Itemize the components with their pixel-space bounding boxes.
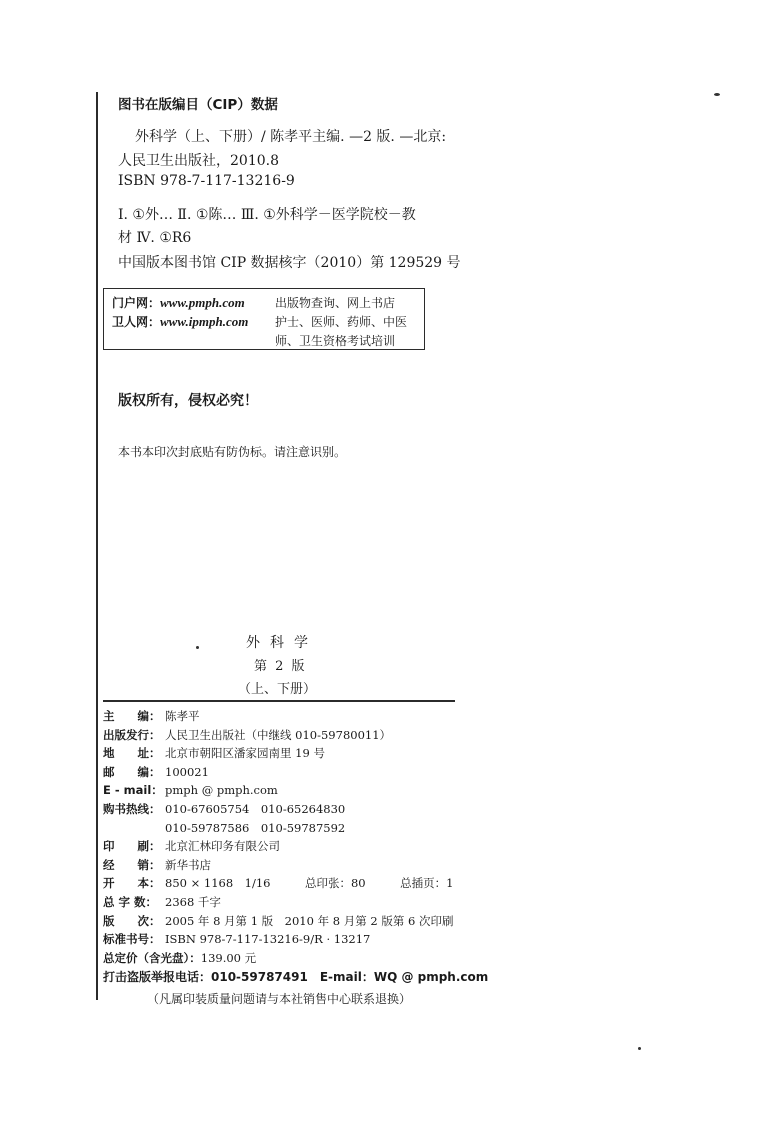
margin-rule: [96, 92, 98, 1000]
volume: （上、下册）: [238, 682, 317, 697]
edition: 第 2 版: [254, 659, 305, 674]
colophon-key: 邮 编：: [103, 764, 161, 779]
copyright-notice: 版权所有，侵权必究！: [118, 393, 258, 409]
colophon-value: 2005 年 8 月第 1 版 2010 年 8 月第 2 版第 6 次印刷: [165, 913, 454, 928]
colophon-row: [103, 764, 209, 780]
speck-mark: [714, 93, 720, 96]
colophon-key: 主 编：: [103, 709, 161, 723]
piracy-hotline: 打击盗版举报电话：010-59787491 E-mail：WQ @ pmph.com: [103, 970, 489, 984]
colophon-row: [103, 727, 391, 743]
colophon-value: 新华书店: [165, 857, 211, 872]
book-title: 外科学: [246, 635, 318, 651]
colophon-key: 总 字 数：: [103, 895, 158, 909]
portal-row: [112, 294, 245, 311]
colophon-row: [103, 875, 453, 891]
weiren-desc-2: 师、卫生资格考试培训: [275, 334, 396, 348]
weiren-url: www.ipmph.com: [160, 314, 249, 329]
colophon-key: E - mail：: [103, 783, 163, 798]
colophon-value: ISBN 978-7-117-13216-9/R · 13217: [165, 932, 371, 947]
speck-mark: [638, 1047, 641, 1050]
colophon-top-rule: [103, 700, 455, 702]
colophon-value: pmph @ pmph.com: [165, 783, 278, 798]
cip-line-5: 材 Ⅳ. ①R6: [118, 230, 192, 246]
colophon-key: 总定价（含光盘）：: [103, 950, 201, 965]
colophon-value: 010-59787586 010-59787592: [165, 820, 346, 835]
colophon-value: 北京汇林印务有限公司: [165, 839, 280, 854]
return-note: （凡属印装质量问题请与本社销售中心联系退换）: [147, 992, 412, 1006]
cip-line-6: 中国版本图书馆 CIP 数据核字（2010）第 129529 号: [118, 255, 461, 271]
colophon-row: [103, 801, 345, 817]
colophon-value: 2368 千字: [165, 895, 221, 909]
cip-line-1: 外科学（上、下册）/ 陈孝平主编. —2 版. —北京:: [135, 129, 447, 145]
speck-mark: [196, 646, 199, 649]
colophon-value: 人民卫生出版社（中继线 010-59780011）: [165, 727, 392, 742]
colophon-value: 北京市朝阳区潘家园南里 19 号: [165, 746, 325, 761]
weiren-label: 卫人网：: [112, 315, 161, 329]
cip-heading: 图书在版编目（CIP）数据: [118, 97, 278, 113]
colophon-row: [103, 782, 278, 798]
colophon-key: 购书热线：: [103, 802, 161, 816]
cip-line-3: ISBN 978-7-117-13216-9: [118, 173, 295, 189]
colophon-key: 印 刷：: [103, 839, 161, 854]
colophon-value: 139.00 元: [200, 950, 257, 965]
colophon-row: [103, 913, 453, 929]
colophon-key: 地 址：: [103, 746, 161, 761]
colophon-row: [103, 820, 345, 836]
colophon-value: 850 × 1168 1/16 总印张：80 总插页：1: [165, 876, 454, 891]
anticounterfeit-notice: 本书本印次封底贴有防伪标。请注意识别。: [118, 445, 347, 459]
colophon-row: [103, 745, 325, 761]
portal-url: www.pmph.com: [160, 295, 245, 310]
colophon-value: 100021: [165, 764, 209, 779]
cip-line-4: Ⅰ. ①外… Ⅱ. ①陈… Ⅲ. ①外科学－医学院校－教: [118, 207, 416, 223]
colophon-row: [103, 931, 370, 947]
colophon-key: 经 销：: [103, 857, 161, 872]
colophon-row: [103, 894, 221, 910]
weiren-row: [112, 313, 248, 330]
portal-label: 门户网：: [112, 296, 161, 310]
colophon-row: [103, 857, 211, 873]
colophon-key: 开 本：: [103, 876, 161, 891]
colophon-key: 版 次：: [103, 913, 161, 928]
colophon-value: 陈孝平: [165, 709, 200, 723]
colophon-key: 标准书号：: [103, 932, 161, 947]
colophon-value: 010-67605754 010-65264830: [165, 802, 346, 816]
colophon-row: [103, 838, 280, 854]
colophon-row: [103, 708, 200, 724]
cip-line-2: 人民卫生出版社，2010.8: [118, 153, 279, 169]
colophon-row: [103, 950, 256, 966]
portal-desc: 出版物查询、网上书店: [275, 296, 396, 310]
weiren-desc-1: 护士、医师、药师、中医: [275, 315, 408, 329]
colophon-key: 出版发行：: [103, 727, 161, 742]
